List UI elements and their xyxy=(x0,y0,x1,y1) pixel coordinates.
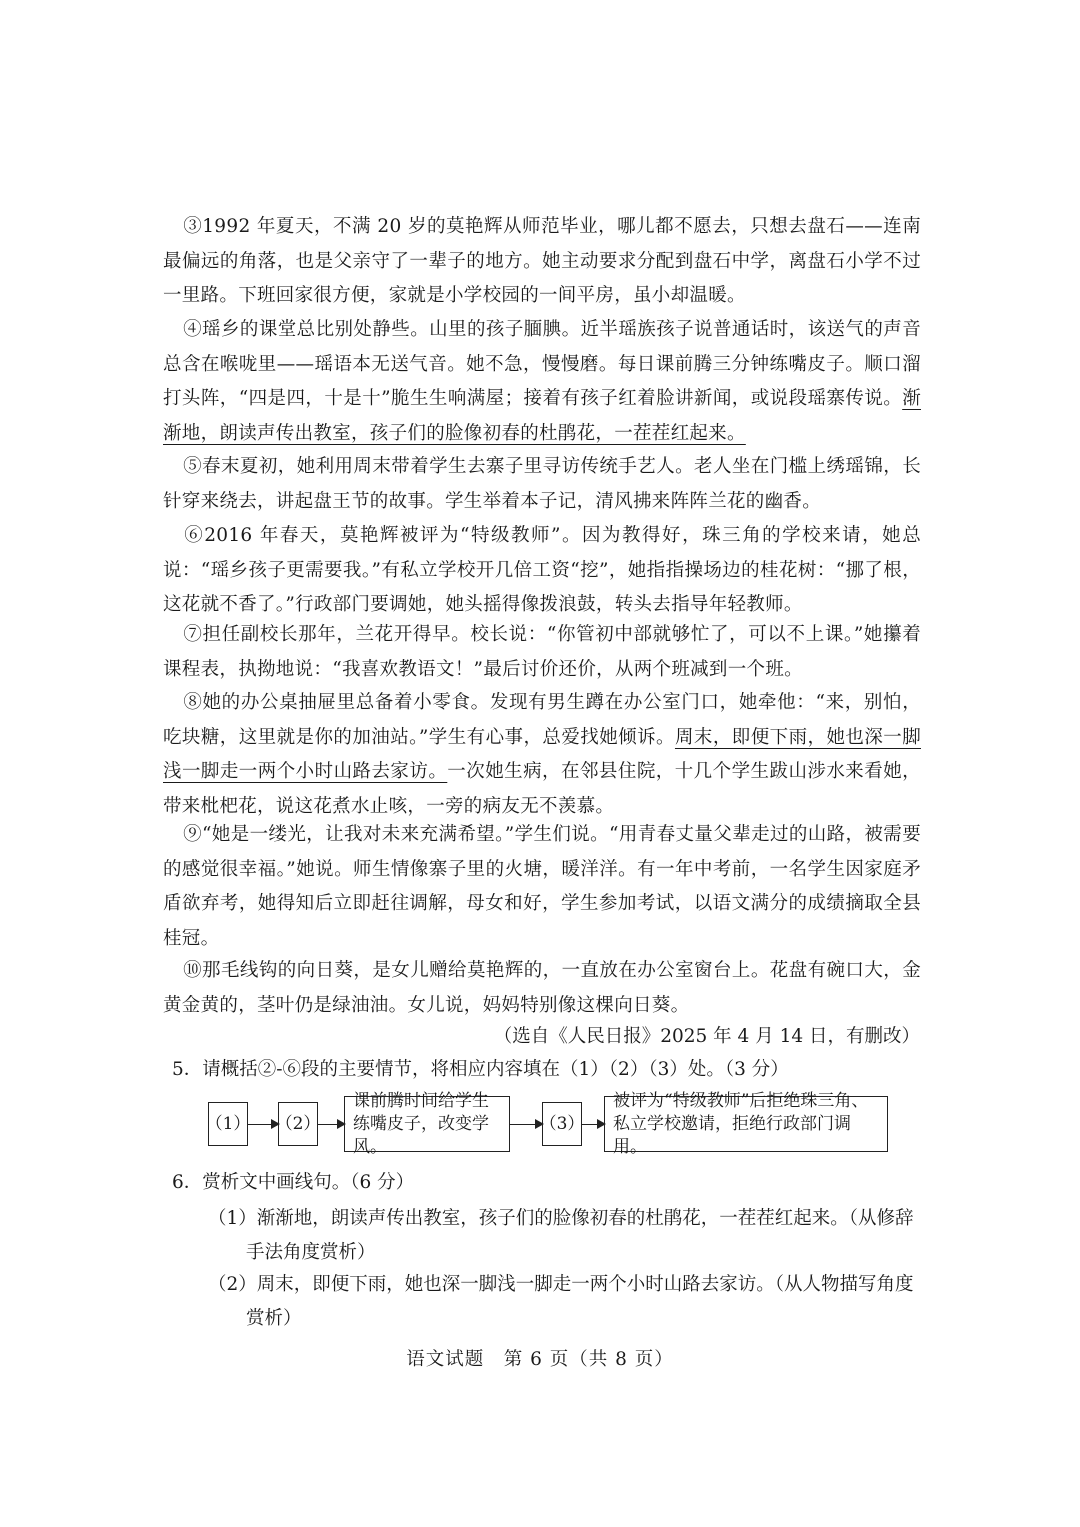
flow-arrow-4 xyxy=(582,1124,604,1125)
flow-arrow-1 xyxy=(248,1124,278,1125)
paragraph-3: ③1992 年夏天，不满 20 岁的莫艳辉从师范毕业，哪儿都不愿去，只想去盘石——连南最偏远的角落，也是父亲守了一辈子的地方。她主动要求分配到盘石中学，离盘石小学不过一里路。下班回家很方便，家就是小学校园的一间平房，虽小却温暖。 xyxy=(163,216,921,306)
paragraph-10: ⑩那毛线钩的向日葵，是女儿赠给莫艳辉的，一直放在办公室窗台上。花盘有碗口大，金黄金黄的，茎叶仍是绿油油。女儿说，妈妈特别像这棵向日葵。 xyxy=(163,960,921,1016)
flow-arrow-3 xyxy=(510,1124,542,1125)
source-citation: （选自《人民日报》2025 年 4 月 14 日，有删改） xyxy=(493,1026,920,1047)
paragraph-7: ⑦担任副校长那年，兰花开得早。校长说：“你管初中部就够忙了，可以不上课。”她攥着课程表，执拗地说：“我喜欢教语文！”最后讨价还价，从两个班减到一个班。 xyxy=(163,624,921,680)
flow-arrow-2 xyxy=(318,1124,344,1125)
question-6-sub-2: （2）周末，即便下雨，她也深一脚浅一脚走一两个小时山路去家访。（从人物描写角度赏析） xyxy=(208,1274,914,1329)
question-6-sub-1: （1）渐渐地，朗读声传出教室，孩子们的脸像初春的杜鹃花，一茬茬红起来。（从修辞手法角度赏析） xyxy=(208,1208,914,1263)
underlined-sentence-2: 周末，即便下雨，她也深一脚浅一脚走一两个小时山路去家访。 xyxy=(163,726,921,782)
paragraph-4: ④瑶乡的课堂总比别处静些。山里的孩子腼腆。近半瑶族孩子说普通话时，该送气的声音总含在喉咙里——瑶语本无送气音。她不急，慢慢磨。每日课前腾三分钟练嘴皮子。顺口溜打头阵，“四是四，十是十”脆生生响满屋；接着有孩子红着脸讲新闻，或说段瑶寨传说。渐渐地，朗读声传出教室，孩子们的脸像初春的杜鹃花，一茬茬红起来。 xyxy=(163,319,921,444)
paragraph-6: ⑥2016 年春天，莫艳辉被评为“特级教师”。因为教得好，珠三角的学校来请，她总说：“瑶乡孩子更需要我。”有私立学校开几倍工资“挖”，她指指操场边的桂花树：“挪了根，这花就不香了。”行政部门要调她，她头摇得像拨浪鼓，转头去指导年轻教师。 xyxy=(163,525,921,615)
paragraph-9: ⑨“她是一缕光，让我对未来充满希望。”学生们说。“用青春丈量父辈走过的山路，被需要的感觉很幸福。”她说。师生情像寨子里的火塘，暖洋洋。有一年中考前，一名学生因家庭矛盾欲弃考，她得知后立即赶往调解，母女和好，学生参加考试，以语文满分的成绩摘取全县桂冠。 xyxy=(163,824,921,949)
paragraph-5: ⑤春末夏初，她利用周末带着学生去寨子里寻访传统手艺人。老人坐在门槛上绣瑶锦，长针穿来绕去，讲起盘王节的故事。学生举着本子记，清风拂来阵阵兰花的幽香。 xyxy=(163,456,921,512)
flow-box-3: 课前腾时间给学生练嘴皮子，改变学风。 xyxy=(344,1096,510,1152)
flow-box-2: （2） xyxy=(278,1102,318,1146)
flow-box-4: （3） xyxy=(542,1102,582,1146)
flow-box-1: （1） xyxy=(208,1102,248,1146)
paragraph-8: ⑧她的办公桌抽屉里总备着小零食。发现有男生蹲在办公室门口，她牵他：“来，别怕，吃块糖，这里就是你的加油站。”学生有心事，总爱找她倾诉。周末，即便下雨，她也深一脚浅一脚走一两个小时山路去家访。一次她生病，在邻县住院，十几个学生跋山涉水来看她，带来枇杷花，说这花煮水止咳，一旁的病友无不羡慕。 xyxy=(163,692,921,817)
plot-flowchart xyxy=(205,1090,888,1157)
question-6-stem: 6．赏析文中画线句。（6 分） xyxy=(172,1172,415,1193)
question-5-stem: 5．请概括②-⑥段的主要情节，将相应内容填在（1）（2）（3）处。（3 分） xyxy=(172,1059,789,1080)
page-footer: 语文试题 第 6 页（共 8 页） xyxy=(406,1349,674,1370)
flow-box-5: 被评为“特级教师”后拒绝珠三角、私立学校邀请，拒绝行政部门调用。 xyxy=(604,1096,888,1152)
underlined-sentence-1: 渐渐地，朗读声传出教室，孩子们的脸像初春的杜鹃花，一茬茬红起来。 xyxy=(163,388,921,444)
